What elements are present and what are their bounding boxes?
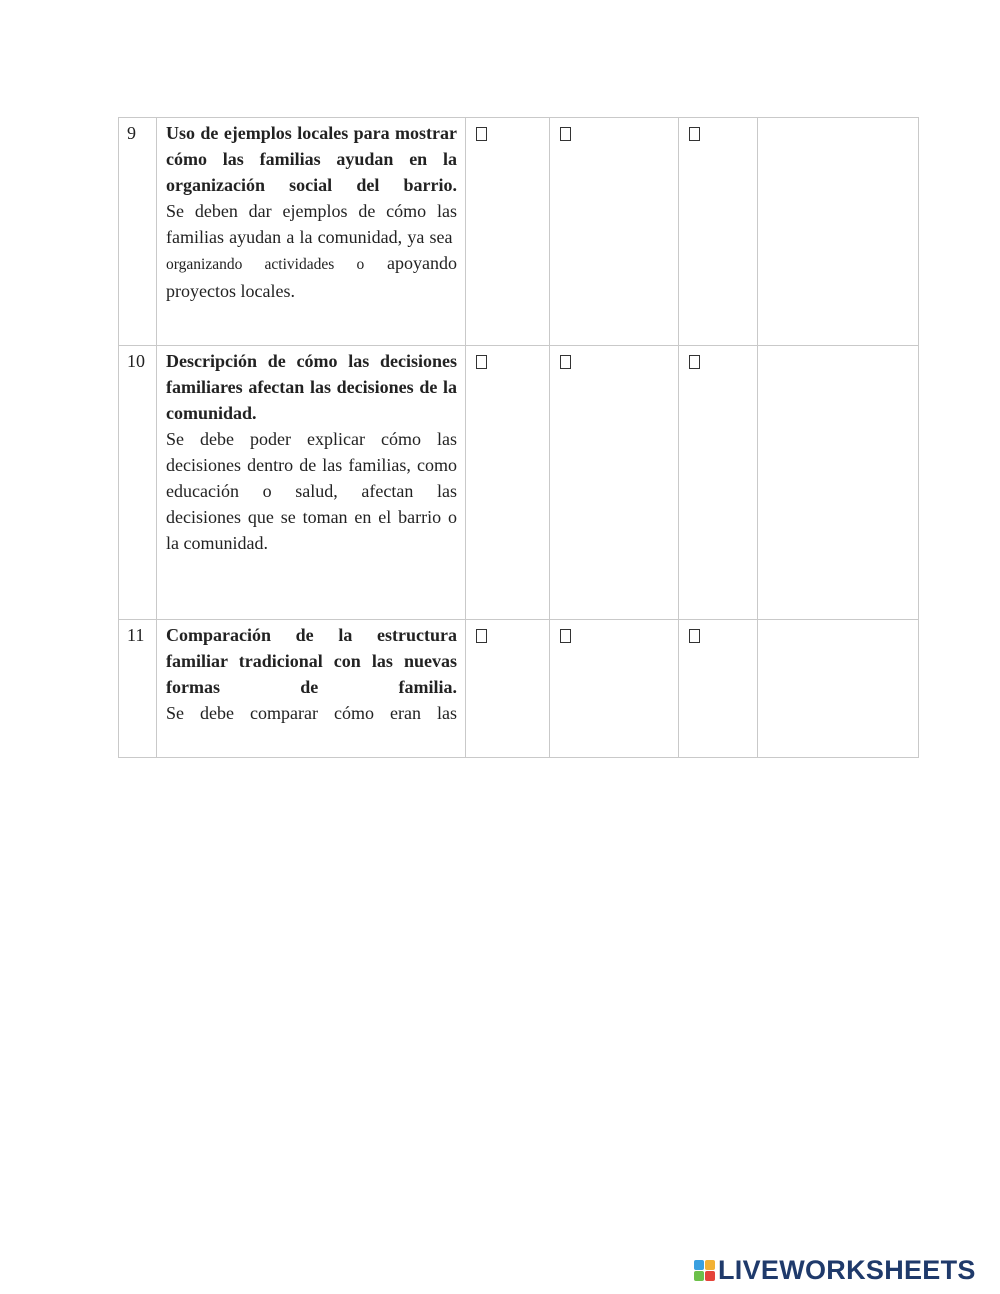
- criterion-description: [157, 346, 466, 620]
- empty-checkbox-icon[interactable]: [476, 127, 487, 141]
- criterion-text-part: organizando actividades o: [166, 256, 365, 273]
- table-row: [119, 346, 919, 620]
- rating-cell[interactable]: [679, 118, 758, 346]
- empty-checkbox-icon[interactable]: [476, 629, 487, 643]
- criterion-text: [166, 198, 457, 304]
- logo-mark-icon: [694, 1260, 715, 1281]
- rubric-table: [118, 117, 919, 758]
- table-row: [119, 620, 919, 758]
- rating-cell[interactable]: [550, 118, 679, 346]
- rating-cell[interactable]: [550, 346, 679, 620]
- criterion-title: Comparación de la estructura familiar tradicional con las nuevas formas de familia.: [166, 625, 457, 697]
- criterion-description: [157, 620, 466, 758]
- observation-cell[interactable]: [758, 118, 919, 346]
- rating-cell[interactable]: [679, 346, 758, 620]
- criterion-text: Se debe poder explicar cómo las decisiones dentro de las familias, como educación o salud, afectan las decisiones que se toman en el barrio o la comunidad.: [166, 429, 457, 553]
- rating-cell[interactable]: [550, 620, 679, 758]
- criterion-number: 9: [119, 118, 157, 346]
- empty-checkbox-icon[interactable]: [560, 127, 571, 141]
- criterion-description: [157, 118, 466, 346]
- criterion-text-part: Se deben dar ejemplos de cómo las familias ayudan a la comunidad, ya sea: [166, 201, 457, 247]
- criterion-title: Uso de ejemplos locales para mostrar cómo las familias ayudan en la organización social del barrio.: [166, 123, 457, 195]
- empty-checkbox-icon[interactable]: [560, 629, 571, 643]
- observation-cell[interactable]: [758, 620, 919, 758]
- criterion-number: 11: [119, 620, 157, 758]
- empty-checkbox-icon[interactable]: [689, 629, 700, 643]
- criterion-number: 10: [119, 346, 157, 620]
- criterion-text: Se debe comparar cómo eran las: [166, 703, 457, 723]
- rating-cell[interactable]: [466, 118, 550, 346]
- logo-text: LIVEWORKSHEETS: [718, 1254, 976, 1285]
- rating-cell[interactable]: [679, 620, 758, 758]
- empty-checkbox-icon[interactable]: [689, 127, 700, 141]
- liveworksheets-logo: [694, 1254, 976, 1286]
- rating-cell[interactable]: [466, 346, 550, 620]
- criterion-text-part: apoyando proyectos locales.: [166, 253, 458, 301]
- empty-checkbox-icon[interactable]: [689, 355, 700, 369]
- criterion-title: Descripción de cómo las decisiones familiares afectan las decisiones de la comunidad.: [166, 351, 457, 423]
- empty-checkbox-icon[interactable]: [560, 355, 571, 369]
- observation-cell[interactable]: [758, 346, 919, 620]
- empty-checkbox-icon[interactable]: [476, 355, 487, 369]
- table-row: [119, 118, 919, 346]
- rating-cell[interactable]: [466, 620, 550, 758]
